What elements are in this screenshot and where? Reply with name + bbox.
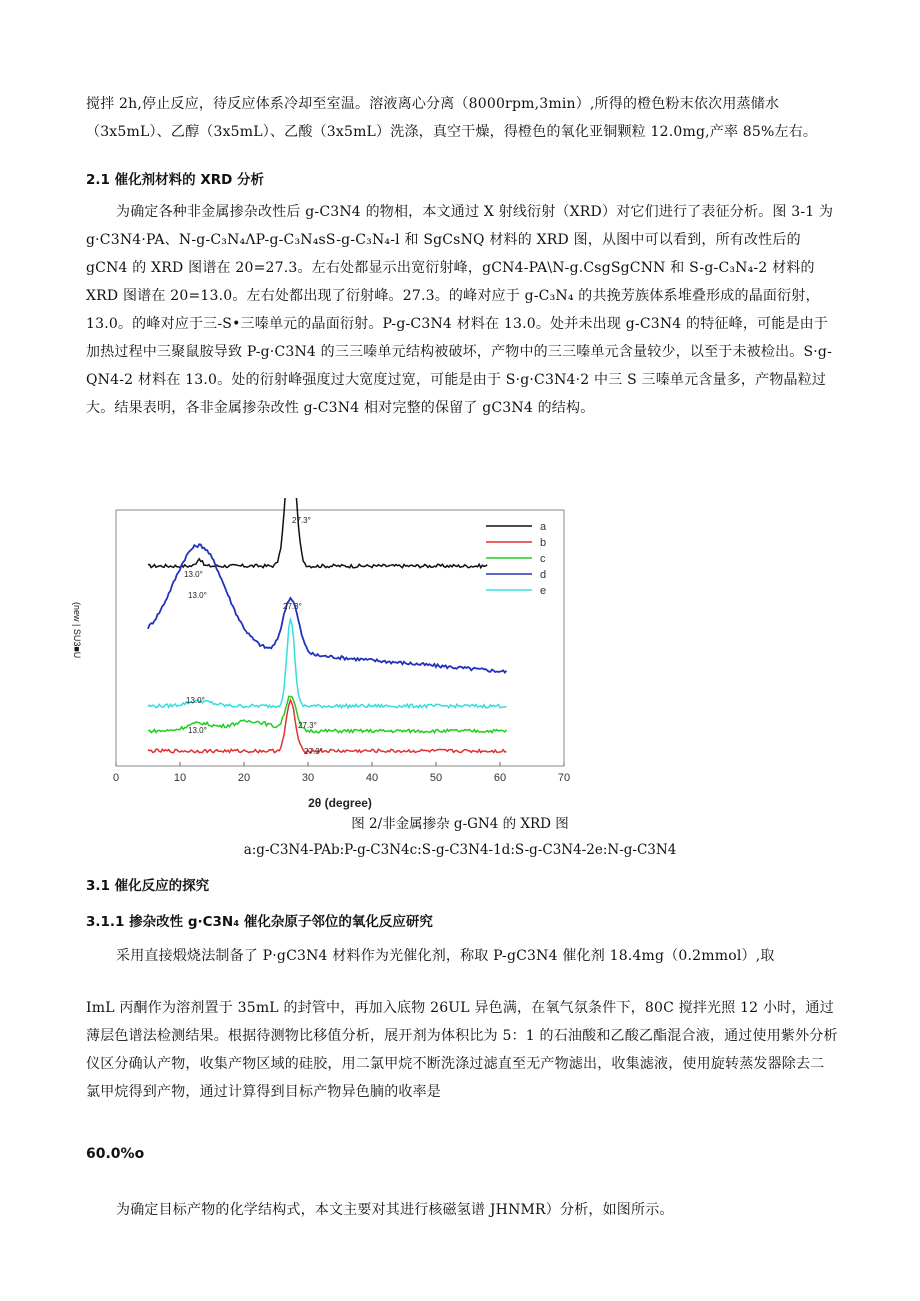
legend-label-e: e [540, 585, 547, 597]
plot-frame [116, 510, 564, 766]
annotation-a-13: 13.0° [184, 570, 203, 579]
heading-3-1: 3.1 催化反应的探究 [86, 878, 210, 894]
x-tick-label: 40 [365, 772, 379, 784]
annotation-d-27: 27.3° [283, 602, 302, 611]
legend-label-d: d [540, 569, 547, 581]
figure-caption: 图 2/非金属掺杂 g-GN4 的 XRD 图 [351, 816, 569, 832]
paragraph-nmr: 为确定目标产物的化学结构式，本文主要对其进行核磁氢谱 JHNMR）分析，如图所示。 [116, 1202, 674, 1218]
annotation-a-27: 27.3° [292, 516, 311, 525]
paragraph-xrd-analysis: 为确定各种非金属掺杂改性后 g-C3N4 的物相，本文通过 X 射线衍射（XRD）对它们进行了表征分析。图 3-1 为 g·C3N4·PA、N-g-C₃N₄ΛP-g-C₃N₄sS-g-C₃N₄-l 和 SgCsNQ 材料的 XRD 图，从图中可以看到，所有改性后的 gCN4 的 XRD 图谱在 20=27.3。左右处都显示出宽衍射峰，gCN4-PA\N-g.CsgSgCNN 和 S-g-C₃N₄-2 材料的 XRD 图谱在 20=13.0。左右处都出现了衍射峰。27.3。的峰对应于 g-C₃N₄ 的共挽芳族体系堆叠形成的晶面衍射，13.0。的峰对应于三-S•三嗪单元的晶面衍射。P-g-C3N4 材料在 13.0。处并未出现 g-C3N4 的特征峰，可能是由于加热过程中三聚鼠胺导致 P-g·C3N4 的三三嗪单元结构被破坏，产物中的三三嗪单元含量较少，以至于未被检出。S·g-QN4-2 材料在 13.0。处的衍射峰强度过大宽度过宽，可能是由于 S·g·C3N4·2 中三 S 三嗪单元含量多，产物晶粒过大。结果表明，各非金属掺杂改性 g-C3N4 相对完整的保留了 gC3N4 的结构。 [86, 204, 834, 416]
heading-3-1-1: 3.1.1 掺杂改性 g·C3N₄ 催化杂原子邻位的氧化反应研究 [86, 914, 433, 930]
x-tick-label: 60 [493, 772, 507, 784]
legend-label-c: c [540, 553, 546, 565]
annotation-c-27: 27.3° [298, 721, 317, 730]
figure-legend-text: a:g-C3N4-PAb:P-g-C3N4c:S-g-C3N4-1d:S-g-C3N4-2e:N-g-C3N4 [243, 842, 677, 858]
heading-2-1: 2.1 催化剂材料的 XRD 分析 [86, 172, 265, 188]
x-tick-label: 50 [429, 772, 443, 784]
x-tick-label: 10 [173, 772, 187, 784]
paragraph-catalyst-prep: 采用直接煅烧法制备了 P·gC3N4 材料作为光催化剂，称取 P-gC3N4 催化剂 18.4mg（0.2mmol）,取 [116, 948, 775, 964]
legend-label-a: a [540, 521, 547, 533]
x-tick-label: 70 [557, 772, 571, 784]
yield-value: 60.0%o [86, 1146, 145, 1162]
x-tick-label: 0 [112, 772, 120, 784]
legend-label-b: b [540, 537, 547, 549]
x-axis-label: 2θ (degree) [308, 796, 372, 810]
x-tick-label: 20 [237, 772, 251, 784]
y-axis-label: (new | SU3■U [72, 602, 82, 659]
x-tick-label: 30 [301, 772, 315, 784]
annotation-b-27: 27.3° [304, 747, 323, 756]
xrd-chart [86, 498, 586, 813]
paragraph-intro: 搅拌 2h,停止反应，待反应体系冷却至室温。溶液离心分离（8000rpm,3min）,所得的橙色粉末依次用蒸储水（3x5mL）、乙醇（3x5mL）、乙酸（3x5mL）洗涤，真空干燥，得橙色的氧化亚铜颗粒 12.0mg,产率 85%左右。 [86, 96, 818, 140]
annotation-e-13: 13.0° [186, 696, 205, 705]
paragraph-procedure: ImL 丙酮作为溶剂置于 35mL 的封管中，再加入底物 26UL 异色满，在氧气氛条件下，80C 搅拌光照 12 小时，通过薄层色谱法检测结果。根据待测物比移值分析，展开剂为体积比为 5：1 的石油酸和乙酸乙酯混合液，通过使用紫外分析仪区分确认产物，收集产物区域的硅胶，用二氯甲烷不断洗涤过滤直至无产物滤出，收集滤液，使用旋转蒸发器除去二氯甲烷得到产物，通过计算得到目标产物异色腩的收率是 [86, 1000, 838, 1100]
annotation-c-13: 13.0° [188, 726, 207, 735]
annotation-d-13: 13.0° [188, 591, 207, 600]
